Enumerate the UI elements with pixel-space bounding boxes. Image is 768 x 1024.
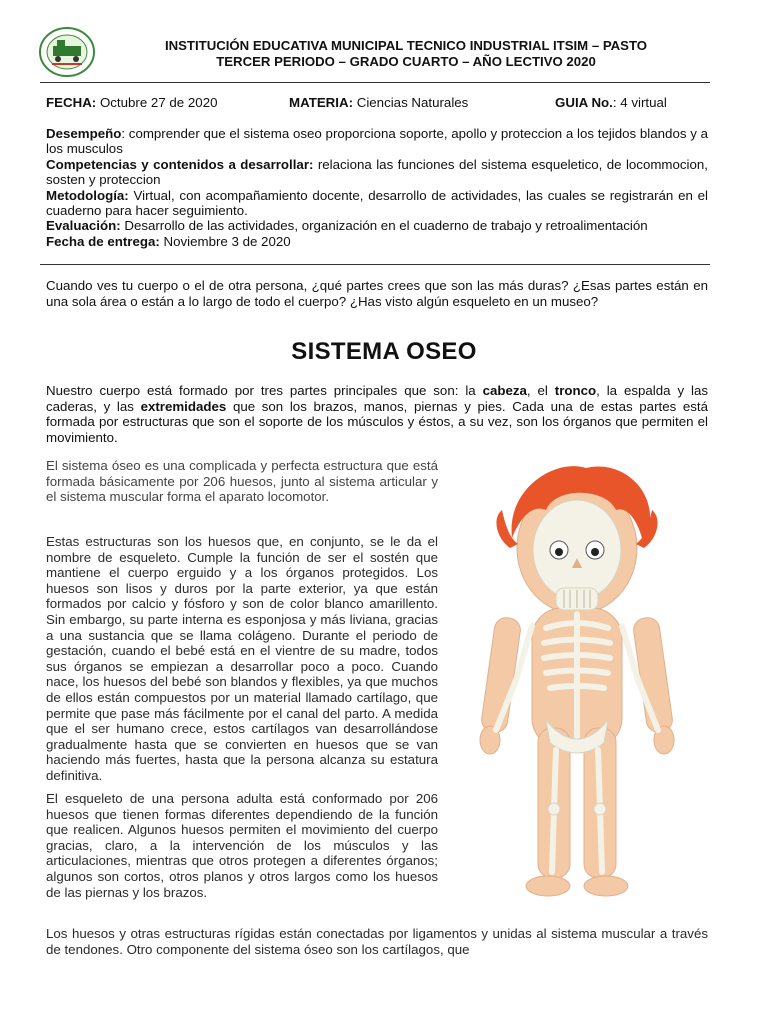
competencias-label: Competencias y contenidos a desarrollar: <box>46 156 314 172</box>
metodologia-label: Metodología: <box>46 187 129 203</box>
column-paragraph-3: El esqueleto de una persona adulta está conformado por 206 huesos que tienen formas diferentes dependiendo de la función que realicen. Algunos huesos permiten el movimiento del cuerpo gracias, claro, a la intervención de los músculos y las articulaciones, mientras que otros protegen a diferentes órganos; algunos son cortos, otros planos y otros largos como los huesos de las piernas y los brazos. <box>46 791 438 900</box>
skeleton-illustration <box>466 458 688 908</box>
bottom-paragraph: Los huesos y otras estructuras rígidas están conectadas por ligamentos y unidas al sistema muscular a través de tendones. Otro componente del sistema óseo son los cartílagos, que <box>46 926 708 957</box>
fecha <box>46 95 217 110</box>
fecha-label: FECHA: <box>46 95 97 110</box>
header-divider <box>40 82 710 83</box>
desempeno <box>46 126 708 157</box>
metodologia <box>46 188 708 219</box>
competencias-text: relaciona las funciones del sistema esqueletico, de locommocion, sosten y proteccion <box>46 156 708 188</box>
evaluacion <box>46 218 708 233</box>
desempeno-text: : comprender que el sistema oseo proporciona soporte, apollo y proteccion a los tejidos blandos y a los musculos <box>46 126 708 157</box>
guia <box>555 95 667 110</box>
materia-label: MATERIA: <box>289 95 354 110</box>
competencias <box>46 157 708 188</box>
materia-value: Ciencias Naturales <box>356 95 469 110</box>
guia-value: : 4 virtual <box>612 95 667 110</box>
materia <box>289 95 468 110</box>
guia-label: GUIA No. <box>555 95 613 110</box>
desempeno-label: Desempeño <box>46 126 122 141</box>
body1-text-2: , el <box>526 383 555 398</box>
column-paragraph-2: Estas estructuras son los huesos que, en conjunto, se le da el nombre de esqueleto. Cumple la función de ser el sostén que mantiene el cuerpo erguido y a los órganos protegidos. Los huesos son lisos y duros por la parte exterior, ya que están formados por calcio y fósforo y son de color blanco amarillento. Sin embargo, su parte interna es esponjosa y más liviana, gracias a una sustancia que se llama colágeno. Durante el periodo de gestación, cuando el bebé está en el vientre de su madre, todos sus órganos se empiezan a desarrollar poco a poco. Cuando nace, los huesos del bebé son blandos y flexibles, ya que muchos de ellos están compuestos por un material llamado cartílago, que permite que pase más fácilmente por el canal del parto. A medida que el ser humano crece, estos cartílagos van desarrollándose gradualmente hasta que se convierten en huesos que se van haciendo más fuertes, hasta que la persona alcanza su estatura definitiva. <box>46 534 438 783</box>
body1-text-3: , la espalda y las caderas, y las <box>46 383 708 414</box>
body-paragraph-1 <box>46 383 708 445</box>
body1-text-1: Nuestro cuerpo está formado por tres partes principales que son: la <box>46 383 483 398</box>
body1-text-4: que son los brazos, manos, piernas y pies. Cada una de estas partes está formada por estructuras que son el soporte de los músculos y éstos, a su vez, son los órganos que permiten el movimiento. <box>46 398 709 445</box>
header-line-1: INSTITUCIÓN EDUCATIVA MUNICIPAL TECNICO INDUSTRIAL ITSIM – PASTO <box>164 38 648 53</box>
metodologia-text: Virtual, con acompañamiento docente, desarrollo de actividades, las cuales se registrarán en el cuaderno para hacer seguimiento. <box>46 187 708 219</box>
entrega-label: Fecha de entrega: <box>46 233 160 249</box>
column-paragraph-1: El sistema óseo es una complicada y perfecta estructura que está formada básicamente por 206 huesos, junto al sistema articular y el sistema muscular forma el aparato locomotor. <box>46 458 438 505</box>
header-line-2: TERCER PERIODO – GRADO CUARTO – AÑO LECTIVO 2020 <box>216 54 596 69</box>
info-block <box>46 126 708 249</box>
entrega-text: Noviembre 3 de 2020 <box>159 233 291 249</box>
page-title: SISTEMA OSEO <box>291 338 477 365</box>
evaluacion-text: Desarrollo de las actividades, organización en el cuaderno de trabajo y retroalimentación <box>120 218 648 234</box>
fecha-entrega <box>46 234 708 249</box>
school-logo <box>38 26 96 78</box>
body1-bold-extremidades: extremidades <box>140 398 227 414</box>
intro-paragraph: Cuando ves tu cuerpo o el de otra persona, ¿qué partes crees que son las más duras? ¿Esas partes están en una sola área o están a lo largo de todo el cuerpo? ¿Has visto algún esqueleto en un museo? <box>46 278 708 309</box>
body1-bold-tronco: tronco <box>554 383 597 398</box>
fecha-value: Octubre 27 de 2020 <box>99 95 218 110</box>
info-divider <box>40 264 710 265</box>
evaluacion-label: Evaluación: <box>46 218 121 234</box>
body1-bold-cabeza: cabeza <box>482 383 527 398</box>
